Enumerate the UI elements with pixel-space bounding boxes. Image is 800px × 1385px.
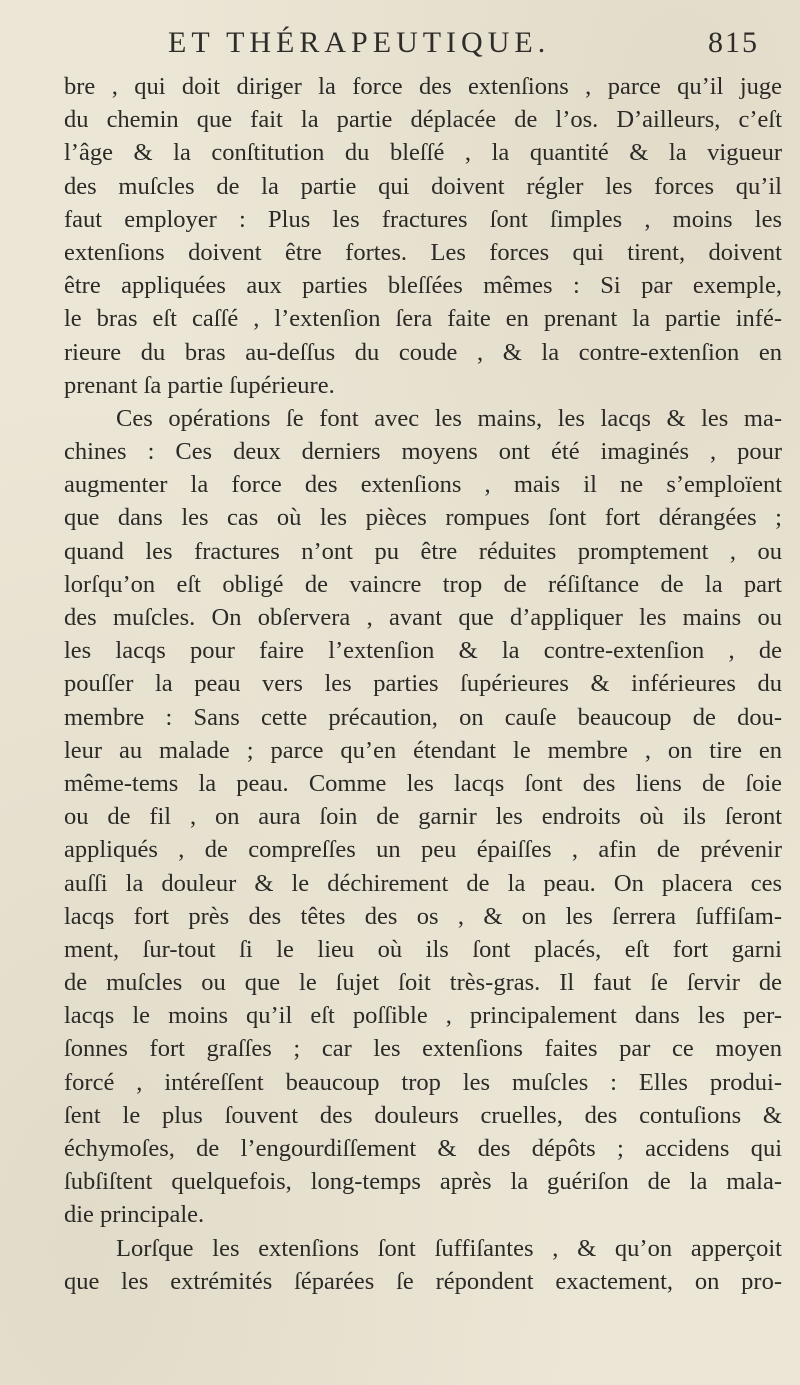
text-line: ſonnes fort graſſes ; car les extenſions faites par ce moyen bbox=[64, 1035, 782, 1063]
text-line: extenſions doivent être fortes. Les forces qui tirent, doivent bbox=[64, 238, 782, 266]
text-line: auſſi la douleur & le déchirement de la peau. On placera ces bbox=[64, 869, 782, 897]
text-line: faut employer : Plus les fractures ſont ſimples , moins les bbox=[64, 205, 782, 233]
text-line: l’âge & la conſtitution du bleſſé , la quantité & la vigueur bbox=[64, 139, 782, 167]
text-line: pouſſer la peau vers les parties ſupérieures & inférieures du bbox=[64, 670, 782, 698]
text-line: die principale. bbox=[64, 1201, 205, 1229]
text-line: rieure du bras au-deſſus du coude , & la contre-extenſion en bbox=[64, 338, 782, 366]
text-line: du chemin que fait la partie déplacée de l’os. D’ailleurs, c’eſt bbox=[64, 106, 782, 134]
text-line: que dans les cas où les pièces rompues ſont fort dérangées ; bbox=[64, 504, 782, 532]
text-line: de muſcles ou que le ſujet ſoit très-gras. Il faut ſe ſervir de bbox=[64, 969, 782, 997]
text-line: lacqs fort près des têtes des os , & on les ſerrera ſuffiſam- bbox=[64, 902, 782, 930]
text-line: ſent le plus ſouvent des douleurs cruelles, des contuſions & bbox=[64, 1101, 782, 1129]
text-line: Ces opérations ſe font avec les mains, les lacqs & les ma- bbox=[116, 404, 782, 432]
text-line: ou de fil , on aura ſoin de garnir les endroits où ils ſeront bbox=[64, 803, 782, 831]
text-line: les lacqs pour faire l’extenſion & la contre-extenſion , de bbox=[64, 637, 782, 665]
text-line: des muſcles. On obſervera , avant que d’appliquer les mains ou bbox=[64, 604, 782, 631]
paragraph-2 bbox=[64, 402, 782, 1232]
running-head bbox=[0, 26, 800, 66]
page-number: 815 bbox=[708, 26, 759, 59]
paragraph-1 bbox=[64, 70, 782, 402]
text-line: être appliquées aux parties bleſſées mêmes : Si par exemple, bbox=[64, 272, 782, 300]
text-line: lacqs le moins qu’il eſt poſſible , principalement dans les per- bbox=[64, 1002, 782, 1030]
text-line: augmenter la force des extenſions , mais il ne s’emploïent bbox=[64, 471, 782, 499]
text-line: chines : Ces deux derniers moyens ont été imaginés , pour bbox=[64, 438, 782, 466]
text-line: des muſcles de la partie qui doivent régler les forces qu’il bbox=[64, 172, 782, 200]
text-line: appliqués , de compreſſes un peu épaiſſes , afin de prévenir bbox=[64, 836, 782, 864]
text-line: bre , qui doit diriger la force des extenſions , parce qu’il juge bbox=[64, 73, 782, 100]
text-line: leur au malade ; parce qu’en étendant le membre , on tire en bbox=[64, 736, 782, 764]
text-line: le bras eſt caſſé , l’extenſion ſera faite en prenant la partie infé- bbox=[64, 305, 782, 333]
text-line: Lorſque les extenſions ſont ſuffiſantes , & qu’on apperçoit bbox=[116, 1234, 782, 1262]
text-line: lorſqu’on eſt obligé de vaincre trop de réſiſtance de la part bbox=[64, 570, 782, 598]
text-line: que les extrémités ſéparées ſe répondent exactement, on pro- bbox=[64, 1267, 782, 1295]
text-line: quand les fractures n’ont pu être réduites promptement , ou bbox=[64, 537, 782, 565]
running-title: ET THÉRAPEUTIQUE. bbox=[168, 26, 551, 59]
text-line: forcé , intéreſſent beaucoup trop les muſcles : Elles produi- bbox=[64, 1068, 782, 1096]
text-line: prenant ſa partie ſupérieure. bbox=[64, 371, 335, 399]
body-text bbox=[64, 70, 782, 1298]
text-line: même-tems la peau. Comme les lacqs ſont des liens de ſoie bbox=[64, 769, 782, 797]
text-line: échymoſes, de l’engourdiſſement & des dépôts ; accidens qui bbox=[64, 1135, 782, 1162]
text-line: ment, ſur-tout ſi le lieu où ils ſont placés, eſt fort garni bbox=[64, 935, 782, 963]
paragraph-3 bbox=[64, 1232, 782, 1298]
text-line: ſubſiſtent quelquefois, long-temps après la guériſon de la mala- bbox=[64, 1168, 782, 1196]
text-line: membre : Sans cette précaution, on cauſe beaucoup de dou- bbox=[64, 703, 782, 731]
